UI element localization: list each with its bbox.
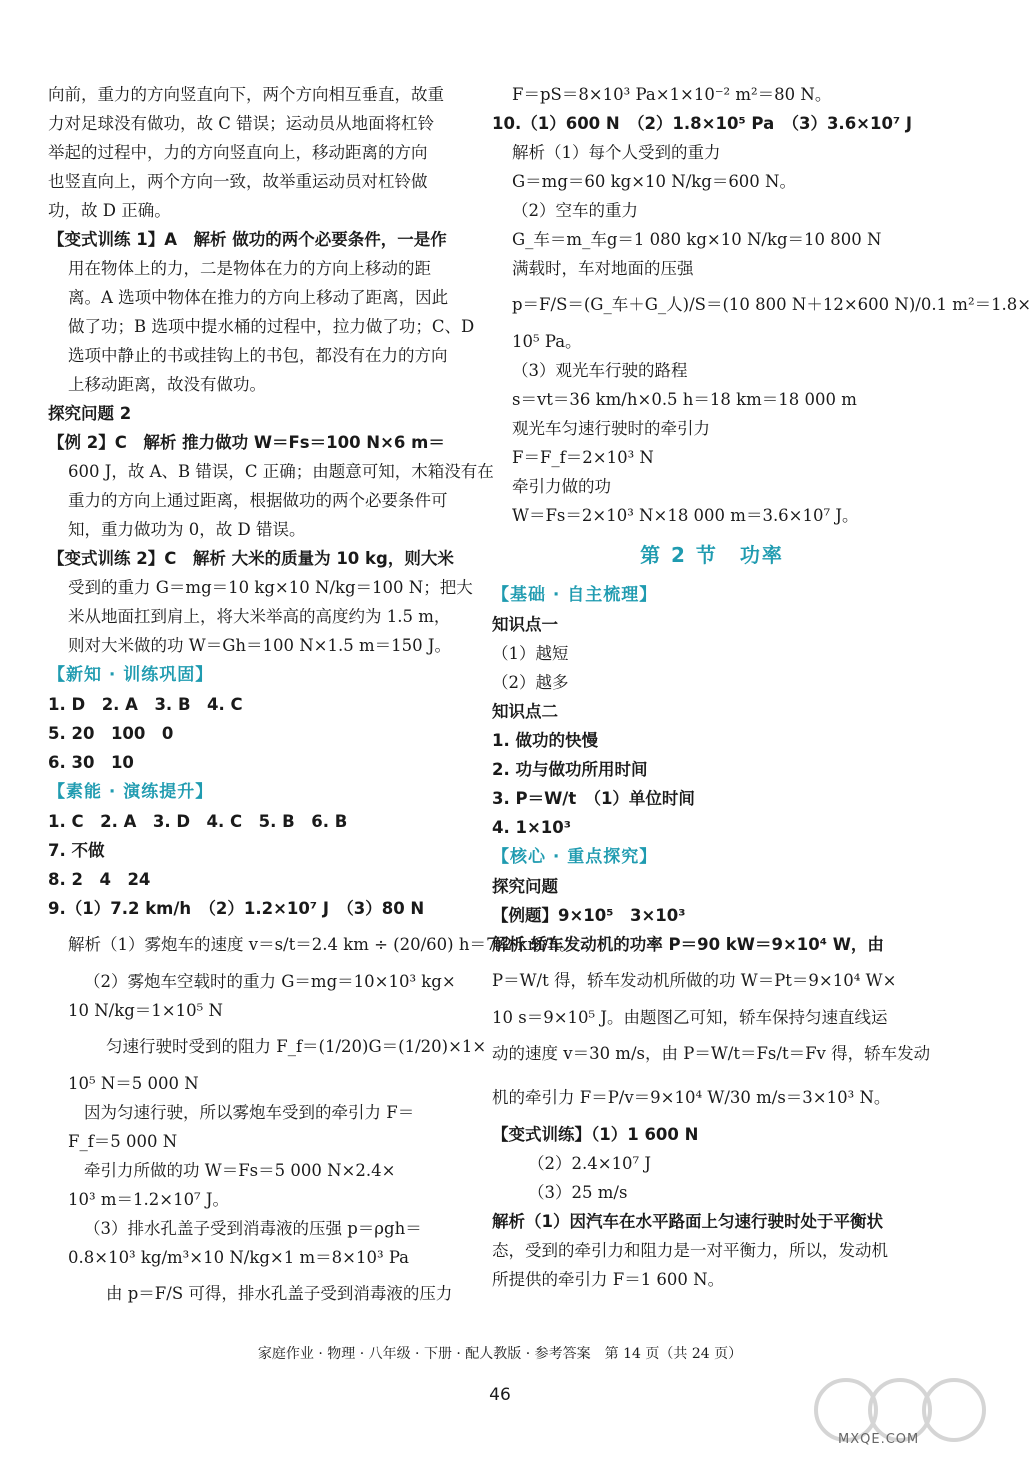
right-column xyxy=(492,80,1031,1294)
left-column-line: 【例 2】C 解析 推力做功 W＝Fs＝100 N×6 m＝ xyxy=(48,433,445,452)
right-column-line: 探究问题 xyxy=(492,877,558,896)
left-column-line: 600 J，故 A、B 错误，C 正确；由题意可知，木箱没有在 xyxy=(68,462,494,481)
right-column-line: s＝vt＝36 km/h×0.5 h＝18 km＝18 000 m xyxy=(512,390,857,409)
left-column-line: 1. C 2. A 3. D 4. C 5. B 6. B xyxy=(48,812,348,831)
right-column-line: 机的牵引力 F＝P/v＝9×10⁴ W/30 m/s＝3×10³ N。 xyxy=(492,1088,891,1107)
right-column-line: 4. 1×10³ xyxy=(492,818,571,837)
right-column-line: 所提供的牵引力 F＝1 600 N。 xyxy=(492,1270,725,1289)
right-column-line: 10 s＝9×10⁵ J。由题图乙可知，轿车保持匀速直线运 xyxy=(492,1008,888,1027)
right-column-line: P＝W/t 得，轿车发动机所做的功 W＝Pt＝9×10⁴ W× xyxy=(492,971,897,990)
right-column-line: F＝pS＝8×10³ Pa×1×10⁻² m²＝80 N。 xyxy=(512,85,832,104)
left-column-line: F_f＝5 000 N xyxy=(68,1132,178,1151)
left-column-line: 【变式训练 2】C 解析 大米的质量为 10 kg，则大米 xyxy=(48,549,454,568)
left-column-line: （3）排水孔盖子受到消毒液的压强 p＝ρgh＝ xyxy=(84,1219,422,1238)
left-column-line: 力对足球没有做功，故 C 错误；运动员从地面将杠铃 xyxy=(48,114,435,133)
left-column-line: 5. 20 100 0 xyxy=(48,724,174,743)
right-column-line: （3）25 m/s xyxy=(528,1183,628,1202)
right-column-line: （2）越多 xyxy=(492,673,569,692)
right-column-line: G＝mg＝60 kg×10 N/kg＝600 N。 xyxy=(512,172,796,191)
right-column-line: 3. P＝W/t （1）单位时间 xyxy=(492,789,695,808)
right-column-line: 【核心 · 重点探究】 xyxy=(492,847,658,867)
left-column-line: 0.8×10³ kg/m³×10 N/kg×1 m＝8×10³ Pa xyxy=(68,1248,410,1267)
left-column-line: 受到的重力 G＝mg＝10 kg×10 N/kg＝100 N；把大 xyxy=(68,578,473,597)
left-column-line: 米从地面扛到肩上，将大米举高的高度约为 1.5 m， xyxy=(68,607,451,626)
right-column-line: 解析（1）因汽车在水平路面上匀速行驶时处于平衡状 xyxy=(492,1212,883,1231)
right-column-line: p＝F/S＝(G_车＋G_人)/S＝(10 800 N＋12×600 N)/0.1 m²＝1.8× xyxy=(512,295,1031,314)
right-column-line: 1. 做功的快慢 xyxy=(492,731,598,750)
right-column-line: 10.（1）600 N （2）1.8×10⁵ Pa （3）3.6×10⁷ J xyxy=(492,114,913,133)
right-column-line: （2）2.4×10⁷ J xyxy=(528,1154,652,1173)
left-column-line: 重力的方向上通过距离，根据做功的两个必要条件可 xyxy=(68,491,448,510)
right-column-line: 【变式训练】（1）1 600 N xyxy=(492,1125,699,1144)
left-column-line: 10⁵ N＝5 000 N xyxy=(68,1074,199,1093)
left-column-line: 用在物体上的力，二是物体在力的方向上移动的距 xyxy=(68,259,431,278)
left-column-line: 离。A 选项中物体在推力的方向上移动了距离，因此 xyxy=(68,288,449,307)
right-column-line: W＝Fs＝2×10³ N×18 000 m＝3.6×10⁷ J。 xyxy=(512,506,859,525)
right-column-line: 【基础 · 自主梳理】 xyxy=(492,585,658,605)
left-column-line: 6. 30 10 xyxy=(48,753,134,772)
right-column-line: 10⁵ Pa。 xyxy=(512,332,582,351)
right-column-line: 2. 功与做功所用时间 xyxy=(492,760,648,779)
left-column-line: 9.（1）7.2 km/h （2）1.2×10⁷ J （3）80 N xyxy=(48,899,425,918)
left-column-line: 1. D 2. A 3. B 4. C xyxy=(48,695,243,714)
left-column-line: 则对大米做的功 W＝Gh＝100 N×1.5 m＝150 J。 xyxy=(68,636,451,655)
left-column-line: 7. 不做 xyxy=(48,841,105,860)
right-column-line: 观光车匀速行驶时的牵引力 xyxy=(512,419,710,438)
right-column-line: 满载时，车对地面的压强 xyxy=(512,259,694,278)
left-column-line: 功，故 D 正确。 xyxy=(48,201,171,220)
left-column-line: 牵引力所做的功 W＝Fs＝5 000 N×2.4× xyxy=(84,1161,396,1180)
right-column-line: 态，受到的牵引力和阻力是一对平衡力，所以，发动机 xyxy=(492,1241,888,1260)
left-column-line: 探究问题 2 xyxy=(48,404,132,423)
left-column-line: 举起的过程中，力的方向竖直向上，移动距离的方向 xyxy=(48,143,428,162)
right-column-line: 解析 轿车发动机的功率 P＝90 kW＝9×10⁴ W，由 xyxy=(492,935,884,954)
left-column-line: 由 p＝F/S 可得，排水孔盖子受到消毒液的压力 xyxy=(106,1284,453,1303)
right-column-line: 第 2 节 功率 xyxy=(640,543,784,567)
page-footer: 家庭作业 · 物理 · 八年级 · 下册 · 配人教版 · 参考答案 第 14 页（共 24 页） xyxy=(257,1346,743,1362)
right-column-line: 解析（1）每个人受到的重力 xyxy=(512,143,721,162)
left-column-line: （2）雾炮车空载时的重力 G＝mg＝10×10³ kg× xyxy=(84,972,456,991)
right-column-line: F＝F_f＝2×10³ N xyxy=(512,448,654,467)
left-column-line: 10³ m＝1.2×10⁷ J。 xyxy=(68,1190,230,1209)
right-column-line: 牵引力做的功 xyxy=(512,477,611,496)
watermark-text: MXQE.COM xyxy=(838,1432,920,1447)
left-column-line: 选项中静止的书或挂钩上的书包，都没有在力的方向 xyxy=(68,346,448,365)
left-column-line: 知，重力做功为 0，故 D 错误。 xyxy=(68,520,306,539)
right-column-line: （1）越短 xyxy=(492,644,569,663)
left-column-line: 解析（1）雾炮车的速度 v＝s/t＝2.4 km ÷ (20/60) h＝7.2 km/h。 xyxy=(68,935,576,954)
page-number: 46 xyxy=(489,1385,511,1405)
right-column-line: （2）空车的重力 xyxy=(512,201,638,220)
left-column-line: 匀速行驶时受到的阻力 F_f＝(1/20)G＝(1/20)×1× xyxy=(106,1037,487,1056)
left-column-line: 做了功；B 选项中提水桶的过程中，拉力做了功；C、D xyxy=(68,317,475,336)
right-column-line: 知识点二 xyxy=(492,702,558,721)
left-column-line: 【新知 · 训练巩固】 xyxy=(48,665,214,685)
left-column-line: 上移动距离，故没有做功。 xyxy=(68,375,266,394)
left-column-line: 因为匀速行驶，所以雾炮车受到的牵引力 F＝ xyxy=(84,1103,415,1122)
left-column-line: 8. 2 4 24 xyxy=(48,870,151,889)
right-column-line: G_车＝m_车g＝1 080 kg×10 N/kg＝10 800 N xyxy=(512,230,882,249)
left-column-line: 向前，重力的方向竖直向下，两个方向相互垂直，故重 xyxy=(48,85,444,104)
left-column-line: 【变式训练 1】A 解析 做功的两个必要条件，一是作 xyxy=(48,230,447,249)
left-column-line: 【素能 · 演练提升】 xyxy=(48,782,214,802)
left-column-line: 也竖直向上，两个方向一致，故举重运动员对杠铃做 xyxy=(48,172,428,191)
right-column-line: 知识点一 xyxy=(492,615,558,634)
right-column-line: 【例题】9×10⁵ 3×10³ xyxy=(492,906,686,925)
right-column-line: （3）观光车行驶的路程 xyxy=(512,361,688,380)
left-column-line: 10 N/kg＝1×10⁵ N xyxy=(68,1001,223,1020)
right-column-line: 动的速度 v＝30 m/s，由 P＝W/t＝Fs/t＝Fv 得，轿车发动 xyxy=(492,1044,931,1063)
